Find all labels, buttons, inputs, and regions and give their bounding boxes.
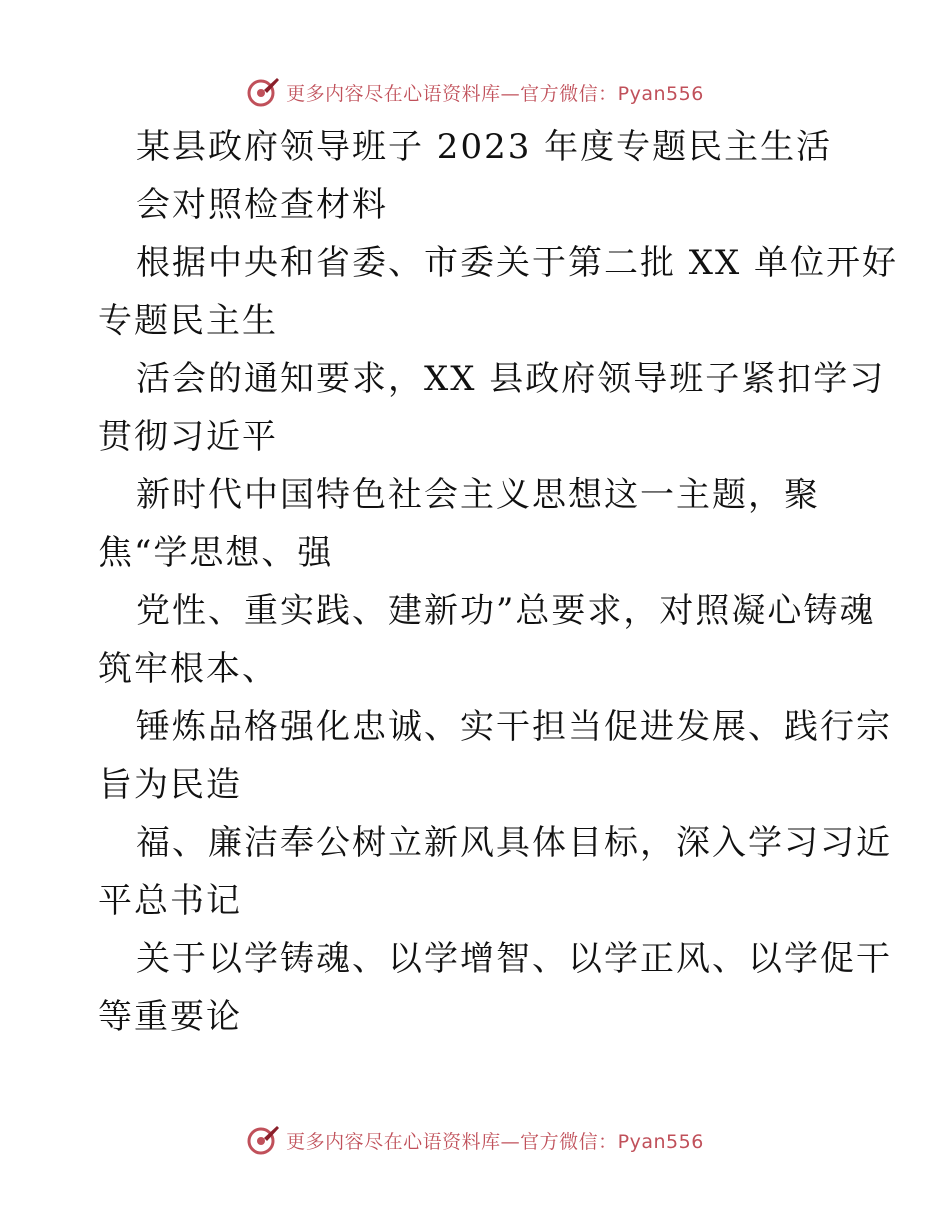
header-watermark: [0, 72, 950, 112]
text-line: 锤炼品格强化忠诚、实干担当促进发展、践行宗: [136, 707, 892, 747]
text-line: 筑牢根本、: [98, 649, 278, 689]
text-line: 旨为民造: [98, 765, 242, 805]
text-line: 福、廉洁奉公树立新风具体目标，深入学习习近: [136, 823, 892, 863]
text-line: 等重要论: [98, 997, 242, 1037]
text-line: 专题民主生: [98, 301, 278, 341]
footer-watermark: [0, 1120, 950, 1160]
pen-logo-icon: [246, 75, 280, 109]
text-line: 某县政府领导班子 2023 年度专题民主生活: [136, 127, 833, 167]
watermark-wechat-id: Pyan556: [617, 1130, 704, 1153]
text-line: 根据中央和省委、市委关于第二批 XX 单位开好: [136, 243, 899, 283]
text-line: 会对照检查材料: [136, 185, 388, 225]
text-line: 贯彻习近平: [98, 417, 278, 457]
watermark-text: 更多内容尽在心语资料库—官方微信：: [286, 1130, 618, 1153]
watermark-wechat-id: Pyan556: [617, 82, 704, 105]
text-line: 焦“学思想、强: [98, 533, 334, 573]
text-line: 新时代中国特色社会主义思想这一主题，聚: [136, 475, 820, 515]
watermark-text: 更多内容尽在心语资料库—官方微信：: [286, 82, 618, 105]
text-line: 党性、重实践、建新功”总要求，对照凝心铸魂: [136, 591, 876, 631]
text-line: 关于以学铸魂、以学增智、以学正风、以学促干: [136, 939, 892, 979]
pen-logo-icon: [246, 1123, 280, 1157]
text-line: 活会的通知要求，XX 县政府领导班子紧扣学习: [136, 359, 886, 399]
text-line: 平总书记: [98, 881, 242, 921]
